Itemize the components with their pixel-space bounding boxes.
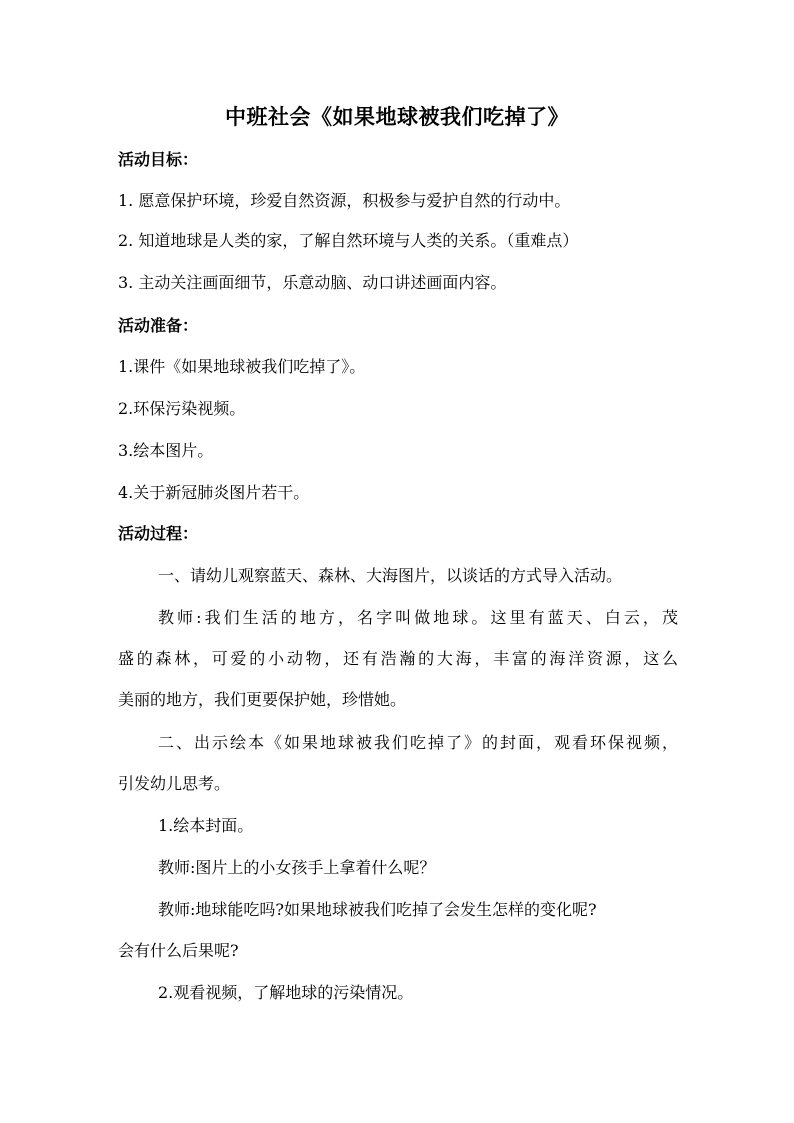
goal-item-2: 2. 知道地球是人类的家，了解自然环境与人类的关系。（重难点）: [118, 231, 579, 250]
prep-item-1: 1.课件《如果地球被我们吃掉了》。: [118, 357, 366, 376]
prep-item-3: 3.绘本图片。: [118, 441, 214, 460]
process-line-2: 教师:我们生活的地方，名字叫做地球。这里有蓝天、白云，茂: [158, 608, 678, 627]
process-line-11: 2.观看视频，了解地球的污染情况。: [158, 983, 414, 1002]
process-line-8: 教师:图片上的小女孩手上拿着什么呢？: [158, 858, 436, 877]
process-line-9: 教师:地球能吃吗?如果地球被我们吃掉了会发生怎样的变化呢?: [158, 900, 597, 919]
page-title: 中班社会《如果地球被我们吃掉了》: [225, 104, 569, 129]
process-line-4: 美丽的地方，我们更要保护她，珍惜她。: [118, 690, 407, 709]
process-line-10: 会有什么后果呢?: [118, 941, 239, 960]
process-line-3: 盛的森林，可爱的小动物，还有浩瀚的大海，丰富的海洋资源，这么: [118, 649, 678, 668]
process-line-5: 二、出示绘本《如果地球被我们吃掉了》的封面，观看环保视频，: [158, 733, 678, 752]
process-line-1: 一、请幼儿观察蓝天、森林、大海图片，以谈话的方式导入活动。: [158, 566, 623, 585]
process-line-7: 1.绘本封面。: [158, 816, 254, 835]
prep-item-4: 4.关于新冠肺炎图片若干。: [118, 483, 310, 502]
prep-item-2: 2.环保污染视频。: [118, 399, 246, 418]
goal-item-3: 3. 主动关注画面细节，乐意动脑、动口讲述画面内容。: [118, 273, 507, 292]
process-line-6: 引发幼儿思考。: [118, 774, 231, 793]
goal-item-1: 1. 愿意保护环境，珍爱自然资源，积极参与爱护自然的行动中。: [118, 191, 571, 210]
process-heading: 活动过程：: [118, 524, 199, 543]
prep-heading: 活动准备：: [118, 316, 199, 335]
goals-heading: 活动目标：: [118, 150, 199, 169]
